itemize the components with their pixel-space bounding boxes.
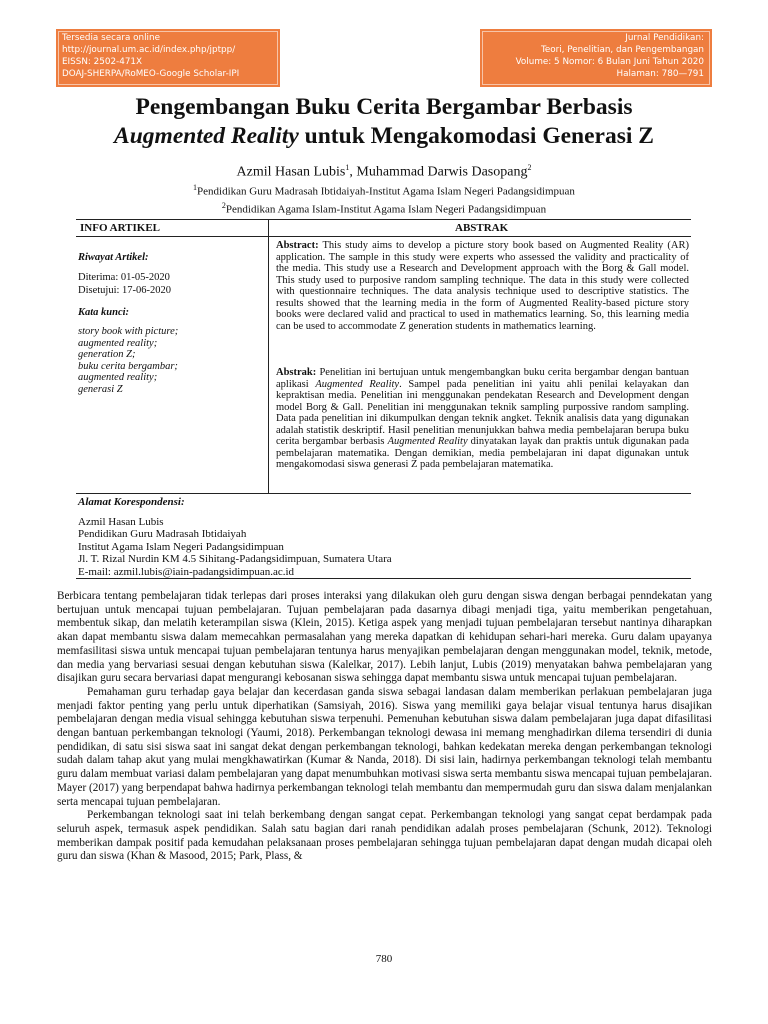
title-line-2 (40, 122, 728, 151)
indexing: DOAJ-SHERPA/RoMEO-Google Scholar-IPI (62, 69, 240, 79)
abstract-indonesian (276, 367, 689, 471)
info-artikel-heading: INFO ARTIKEL (80, 222, 160, 234)
correspondence-label: Alamat Korespondensi: (78, 496, 185, 508)
correspondence-bottom-rule (76, 578, 691, 579)
author-1: Azmil Hasan Lubis (236, 164, 346, 180)
title-italic-term: Augmented Reality (114, 123, 299, 149)
body-text (57, 590, 712, 864)
correspondence-line: Pendidikan Guru Madrasah Ibtidaiyah (78, 528, 247, 540)
correspondence-line: Institut Agama Islam Negeri Padangsidimpuan (78, 540, 284, 553)
keyword-item: generation Z; (78, 349, 136, 360)
correspondence-block (78, 496, 678, 578)
journal-url[interactable]: http://journal.um.ac.id/index.php/jptpp/ (62, 45, 236, 55)
journal-subtitle: Teori, Penelitian, dan Pengembangan (540, 45, 704, 55)
affiliation-1-text: Pendidikan Guru Madrasah Ibtidaiyah-Institut Agama Islam Negeri Padangsidimpuan (197, 185, 575, 198)
abstract-en-label: Abstract: (276, 240, 319, 251)
body-paragraph: Perkembangan teknologi saat ini telah berkembang dengan sangat cepat. Perkembangan teknologi yang sangat cepat berdampak pada seluruh aspek, termasuk aspek pendidikan. Salah satu bagian dari ranah pendidikan adalah proses pembelajaran (Schunk, 2012). Teknologi memberikan dampak positif pada kemudahan pelaksanaan proses pembelajaran sehingga tujuan pembelajaran dapat dengan mudah dicapai oleh guru dan siswa (Khan & Masood, 2015; Park, Plass, & (57, 809, 712, 863)
article-history (78, 251, 266, 297)
abstract-english (276, 240, 689, 332)
accepted-date: Disetujui: 17-06-2020 (78, 285, 172, 296)
info-column-divider (268, 220, 269, 493)
correspondence-email[interactable]: E-mail: azmil.lubis@iain-padangsidimpuan.ac.id (78, 565, 295, 578)
affiliation-2-sup: 2 (221, 200, 226, 210)
abstract-id-text-1: Penelitian ini bertujuan untuk mengembangkan buku cerita bergambar dengan bantuan aplikasi (276, 367, 689, 390)
info-header-rule (76, 236, 691, 237)
abstract-id-text-3: dinyatakan layak dan praktis untuk digunakan pada pembelajaran matematika. Dengan demikian, media pembelajaran ini dapat digunakan untuk mengakomodasi siswa generasi Z pada pembelajaran matematika. (276, 436, 689, 470)
title-line-2-rest: untuk Mengakomodasi Generasi Z (298, 123, 654, 149)
author-2: Muhammad Darwis Dasopang (356, 164, 528, 180)
abstract-id-italic-1: Augmented Reality (315, 378, 400, 390)
body-paragraph: Berbicara tentang pembelajaran tidak terlepas dari proses interaksi yang dilakukan oleh guru dengan siswa dengan berbagai penndekatan yang bertujuan untuk mencapai tujuan pembelajaran. Tujuan pembelajaran pada dasarnya dibagi menjadi tiga, yaitu memberikan pengetahuan, membentuk sikap, dan melatih keterampilan siswa (Klein, 2015). Ketiga aspek yang menjadi tujuan pembelajaran tersebut nantinya diharapkan akan dapat membantu siswa dalam memecahkan permasalahan yang mereka dapatkan di kehidupan sehari-hari mereka. Guru dalam upayanya memfasilitasi siswa untuk mencapai tujuan pembelajaran tentunya harus menyajikan pembelajaran dengan menggunakan model, teknik, metode, dan media yang bervariasi sesuai dengan kebutuhan siswa (Kalelkar, 2017). Lebih lanjut, Lubis (2019) menyatakan bahwa pembelajaran yang disajikan guru secara bervariasi dapat mengurangi kebosanan siswa sehingga dapat membantu siswa untuk mencapai tujuan pembelajaran. (57, 590, 712, 685)
keyword-item: augmented reality; (78, 337, 158, 349)
journal-pages: Halaman: 780—791 (616, 69, 704, 79)
author-separator: , (349, 164, 357, 180)
journal-name: Jurnal Pendidikan: (625, 33, 704, 43)
journal-availability-box (56, 29, 280, 87)
keyword-item: augmented reality; (78, 372, 158, 383)
journal-volume: Volume: 5 Nomor: 6 Bulan Juni Tahun 2020 (515, 57, 704, 67)
abstract-id-label: Abstrak: (276, 367, 317, 378)
keyword-item: buku cerita bergambar; (78, 360, 178, 372)
title-line-1: Pengembangan Buku Cerita Bergambar Berbasis (135, 94, 633, 120)
correspondence-line: Azmil Hasan Lubis (78, 515, 164, 528)
received-date: Diterima: 01-05-2020 (78, 272, 170, 283)
paper-title (40, 93, 728, 151)
abstract-id-text-2: . Sampel pada penelitian ini yaitu ahli penilai kelayakan dan kepraktisan media. Penelitian ini menggunakan pendekatan Research and Development dengan model Borg & Gall. Penelitian ini menggunakan teknik sampling purpossive random sampling. Data pada penelitian ini dikumpulkan dengan teknik angket. Teknik analisis data yang digunakan adalah statistik deskriptif. Hasil penelitian menunjukkan bahwa media pembelajaran berupa buku cerita bergambar berbasis (276, 378, 689, 447)
affiliations (0, 181, 768, 216)
author-1-sup: 1 (345, 163, 350, 172)
author-list (0, 163, 768, 181)
info-bottom-rule (76, 493, 691, 494)
author-2-sup: 2 (527, 163, 532, 172)
journal-info-box (480, 29, 712, 87)
affiliation-2 (0, 199, 768, 217)
affiliation-1 (0, 181, 768, 199)
abstract-id-italic-2: Augmented Reality (387, 436, 468, 447)
info-top-rule (76, 219, 691, 220)
keywords-block (78, 306, 266, 395)
keyword-item: story book with picture; (78, 326, 179, 337)
keyword-item: generasi Z (78, 383, 123, 395)
body-paragraph: Pemahaman guru terhadap gaya belajar dan kecerdasan ganda siswa sebagai landasan dalam memberikan perlakuan pembelajaran juga menjadi faktor penting yang perlu untuk diperhatikan (Samsiyah, 2016). Siswa yang memiliki gaya belajar visual tentunya harus disajikan pembelajaran dengan media visual sehingga kebutuhan siswa terpenuhi. Pemenuhan kebutuhan siswa dalam pembelajaran juga dapat difasilitasi dengan bantuan perkembangan teknologi (Yaumi, 2018). Perkembangan teknologi dewasa ini memang menghadirkan dilema tersendiri di dunia pendidikan, di satu sisi siswa saat ini sangat dekat dengan perkembangan teknologi, bahkan kedekatan mereka dengan perkembangan teknologi sudah dalam tahap akut yang mulai mengkhawatirkan (Kumar & Nanda, 2018). Di sisi lain, hadirnya perkembangan teknologi telah membantu guru dalam membuat variasi dalam pembelajaran yang dapat menumbuhkan motivasi siswa serta membantu siswa mencapai tujuan pembelajaran. Mayer (2017) yang berpendapat bahwa hadirnya perkembangan teknologi telah membantu dan mempermudah guru dan siswa dalam menjalankan serta mencapai tujuan pembelajaran. (57, 685, 712, 808)
abstract-en-text: This study aims to develop a picture story book based on Augmented Reality (AR) application. The sample in this study were experts who assessed the validity and practicality of the media. This study use a Research and Development approach with the Borg & Gall model. This study used to purposive random sampling technique. The data in this study were collected with questionnaire techniques. The data analysis technique used to descriptive statistics. The results showed that the learning media in the form of Augmented Reality-based picture story books were declared valid and practical to used in mathematics learning. So, this learning media can be used to accommodate Z generation students in mathematics learning. (276, 240, 689, 332)
availability-line: Tersedia secara online (62, 33, 160, 43)
history-label: Riwayat Artikel: (78, 252, 149, 263)
correspondence-line: Jl. T. Rizal Nurdin KM 4.5 Sihitang-Padangsidimpuan, Sumatera Utara (78, 553, 392, 565)
eissn: EISSN: 2502-471X (62, 57, 143, 67)
keywords-label: Kata kunci: (78, 307, 130, 318)
affiliation-1-sup: 1 (193, 183, 198, 192)
abstrak-heading: ABSTRAK (455, 222, 509, 234)
affiliation-2-text: Pendidikan Agama Islam-Institut Agama Islam Negeri Padangsidimpuan (225, 203, 547, 216)
page-number: 780 (375, 953, 393, 965)
